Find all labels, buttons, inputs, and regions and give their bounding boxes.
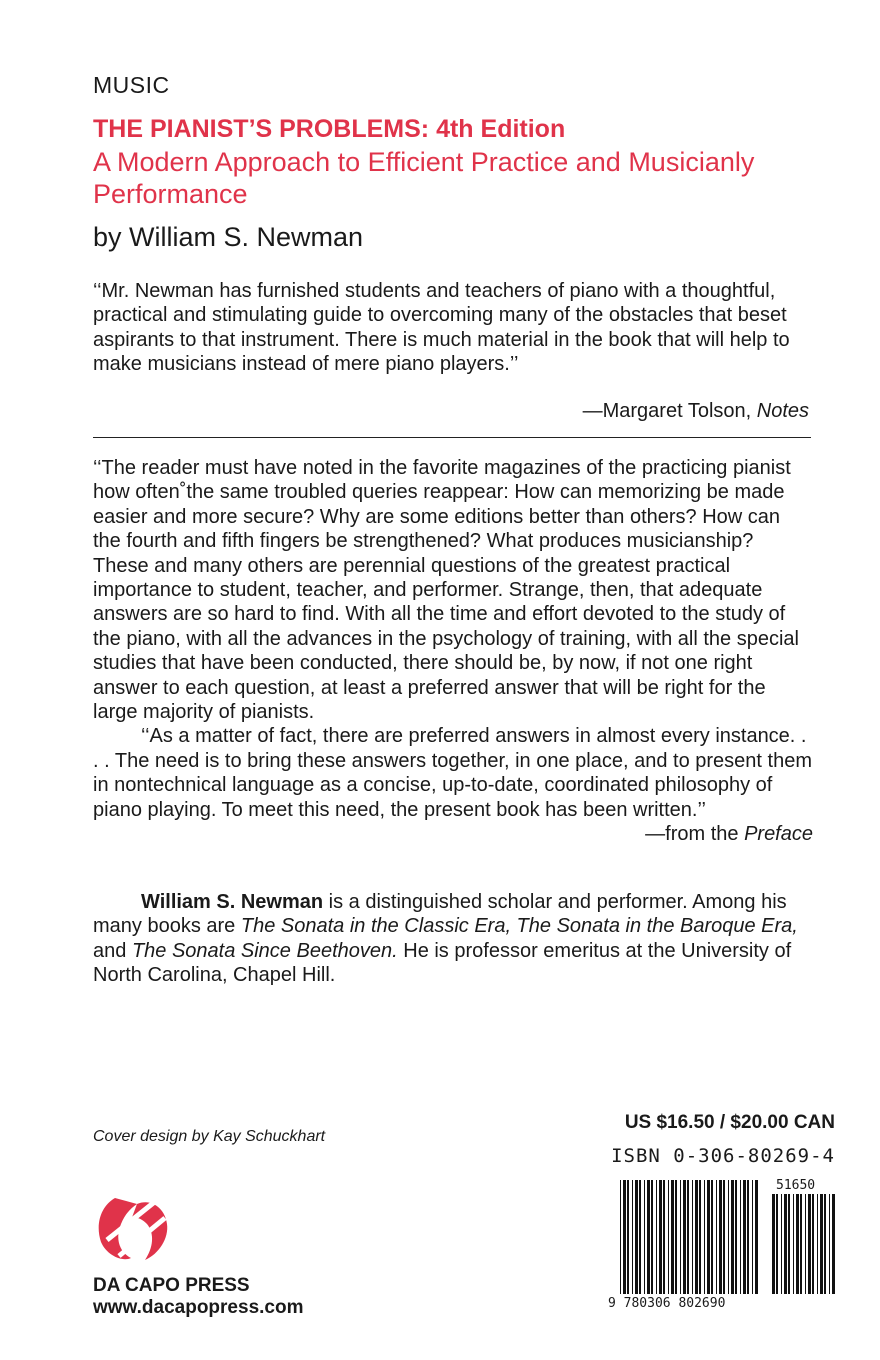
preface-excerpt — [93, 456, 813, 847]
bio-book-1: The Sonata in the Classic Era, The Sonata in the Baroque Era, — [240, 915, 798, 938]
category-label: MUSIC — [93, 72, 170, 98]
isbn-label: ISBN 0-306-80269-4 — [611, 1145, 835, 1167]
bio-book-2: The Sonata Since Beethoven. — [131, 939, 398, 962]
barcode-main-bars — [620, 1180, 758, 1294]
review-attribution-name: —Margaret Tolson, — [582, 400, 757, 422]
divider — [93, 437, 811, 438]
preface-paragraph-2-text: ‘‘As a matter of fact, there are preferred answers in almost every instance. . . . The need is to bring these answers together, in one place, and to present them in nontechnical language as a concise, up-to-date, coordinated philosophy of piano playing. To meet this need, the present book has been written.’’ — [93, 725, 812, 821]
cover-credit: Cover design by Kay Schuckhart — [93, 1128, 326, 1145]
book-subtitle: A Modern Approach to Efficient Practice and Musicianly Performance — [93, 147, 755, 209]
book-title: THE PIANIST’S PROBLEMS: 4th Edition — [93, 115, 566, 143]
barcode-digits: 9 780306 802690 — [608, 1296, 726, 1311]
da-capo-logo-icon — [93, 1192, 169, 1264]
preface-attribution-source: Preface — [744, 823, 813, 846]
author-bio — [93, 890, 813, 988]
preface-attribution-prefix: —from the — [645, 823, 745, 846]
review-attribution-source: Notes — [756, 400, 809, 422]
publisher-name: DA CAPO PRESS — [93, 1275, 250, 1296]
bio-text-2: and — [93, 939, 132, 962]
preface-paragraph-2 — [93, 724, 813, 846]
publisher-website: www.dacapopress.com — [93, 1297, 304, 1318]
barcode-addon-bars — [772, 1194, 835, 1294]
bio-text-3: He is professor emeritus at the University of North Carolina, Chapel Hill. — [93, 939, 792, 987]
preface-attribution — [597, 822, 813, 846]
barcode-addon-digits: 51650 — [776, 1178, 816, 1193]
review-quote: ‘‘Mr. Newman has furnished students and teachers of piano with a thoughtful, practical and stimulating guide to overcoming many of the obstacles that beset aspirants to that instrument. There is much material in the book that will help to make musicians instead of mere piano players.’’ — [93, 280, 790, 376]
book-author: by William S. Newman — [93, 222, 364, 252]
review-attribution — [93, 400, 809, 423]
preface-paragraph-1: ‘‘The reader must have noted in the favorite magazines of the practicing pianist how often˚the same troubled queries reappear: How can memorizing be made easier and more secure? Why are some editions better than others? How can the fourth and fifth fingers be strengthened? What produces musicianship? These and many others are perennial questions of the greatest practical importance to student, teacher, and performer. Strange, then, that adequate answers are so hard to find. With all the time and effort devoted to the study of the piano, with all the advances in the psychology of training, with all the special studies that have been conducted, there should be, by now, if not one right answer to each question, at least a preferred answer that will be right for the large majority of pianists. — [93, 457, 799, 724]
publisher-block — [93, 1275, 303, 1319]
price-label: US $16.50 / $20.00 CAN — [624, 1112, 835, 1133]
bio-text-1: is a distinguished scholar and performer. Among his many books are — [93, 891, 787, 938]
barcode — [606, 1176, 838, 1314]
bio-author-name: William S. Newman — [141, 891, 324, 913]
